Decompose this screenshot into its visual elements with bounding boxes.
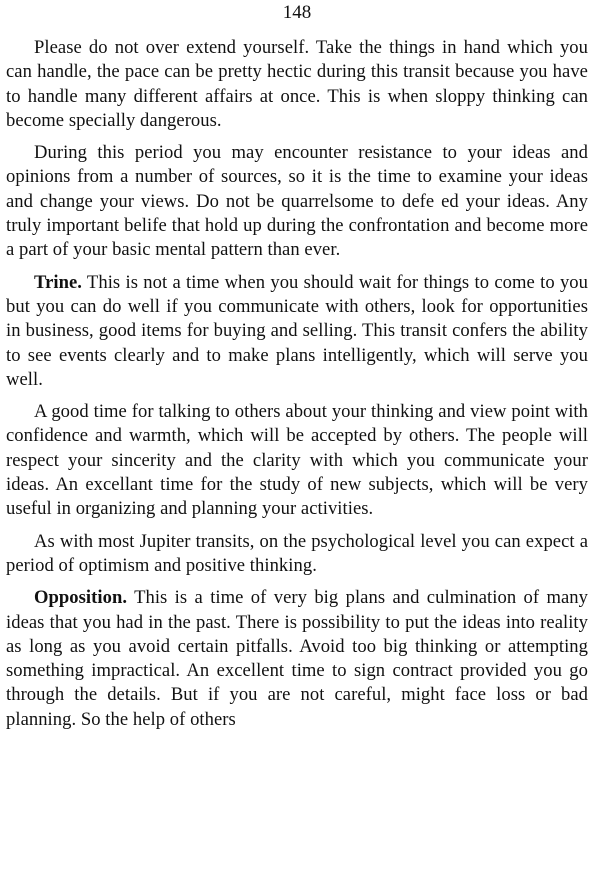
paragraph-text: Please do not over extend yourself. Take the things in hand which you can handle, the pace can be pretty hectic during this transit because you have to handle many different affairs at once. This is when sloppy thinking can become specially dangerous. [6,37,588,131]
section-lead-trine: Trine. [34,271,82,293]
paragraph-opposition [6,586,588,732]
paragraph-text: This is not a time when you should wait for things to come to you but you can do well if you communicate with others, look for opportunities in business, good items for buying and selling. This transit confers the ability to see events clearly and to make plans intelligently, which will serve you well. [6,271,588,390]
paragraph [6,530,588,579]
paragraph-text: A good time for talking to others about your thinking and view point with confidence and warmth, which will be accepted by others. The people will respect your sincerity and the clarity with which you communicate your ideas. An excellant time for the study of new subjects, which will be very useful in organizing and planning your activities. [6,401,588,520]
paragraph [6,141,588,262]
paragraph-trine [6,271,588,392]
paragraph [6,400,588,521]
paragraph-text: During this period you may encounter resistance to your ideas and opinions from a number of sources, so it is the time to examine your ideas and change your views. Do not be quarrelsome to defe ed your ideas. Any truly important belife that hold up during the confrontation and become more a part of your basic mental pattern than ever. [6,142,588,261]
paragraph-text: This is a time of very big plans and culmination of many ideas that you had in the past. There is possibility to put the ideas into reality as long as you avoid certain pitfalls. Avoid too big thinking or attempting something impractical. An excellent time to sign contract provided you go through the details. But if you are not careful, might face loss or bad planning. So the help of others [6,587,588,730]
paragraph [6,36,588,133]
paragraph-text: As with most Jupiter transits, on the psychological level you can expect a period of optimism and positive thinking. [6,530,588,576]
page-number: 148 [282,2,312,23]
section-lead-opposition: Opposition. [34,587,128,609]
